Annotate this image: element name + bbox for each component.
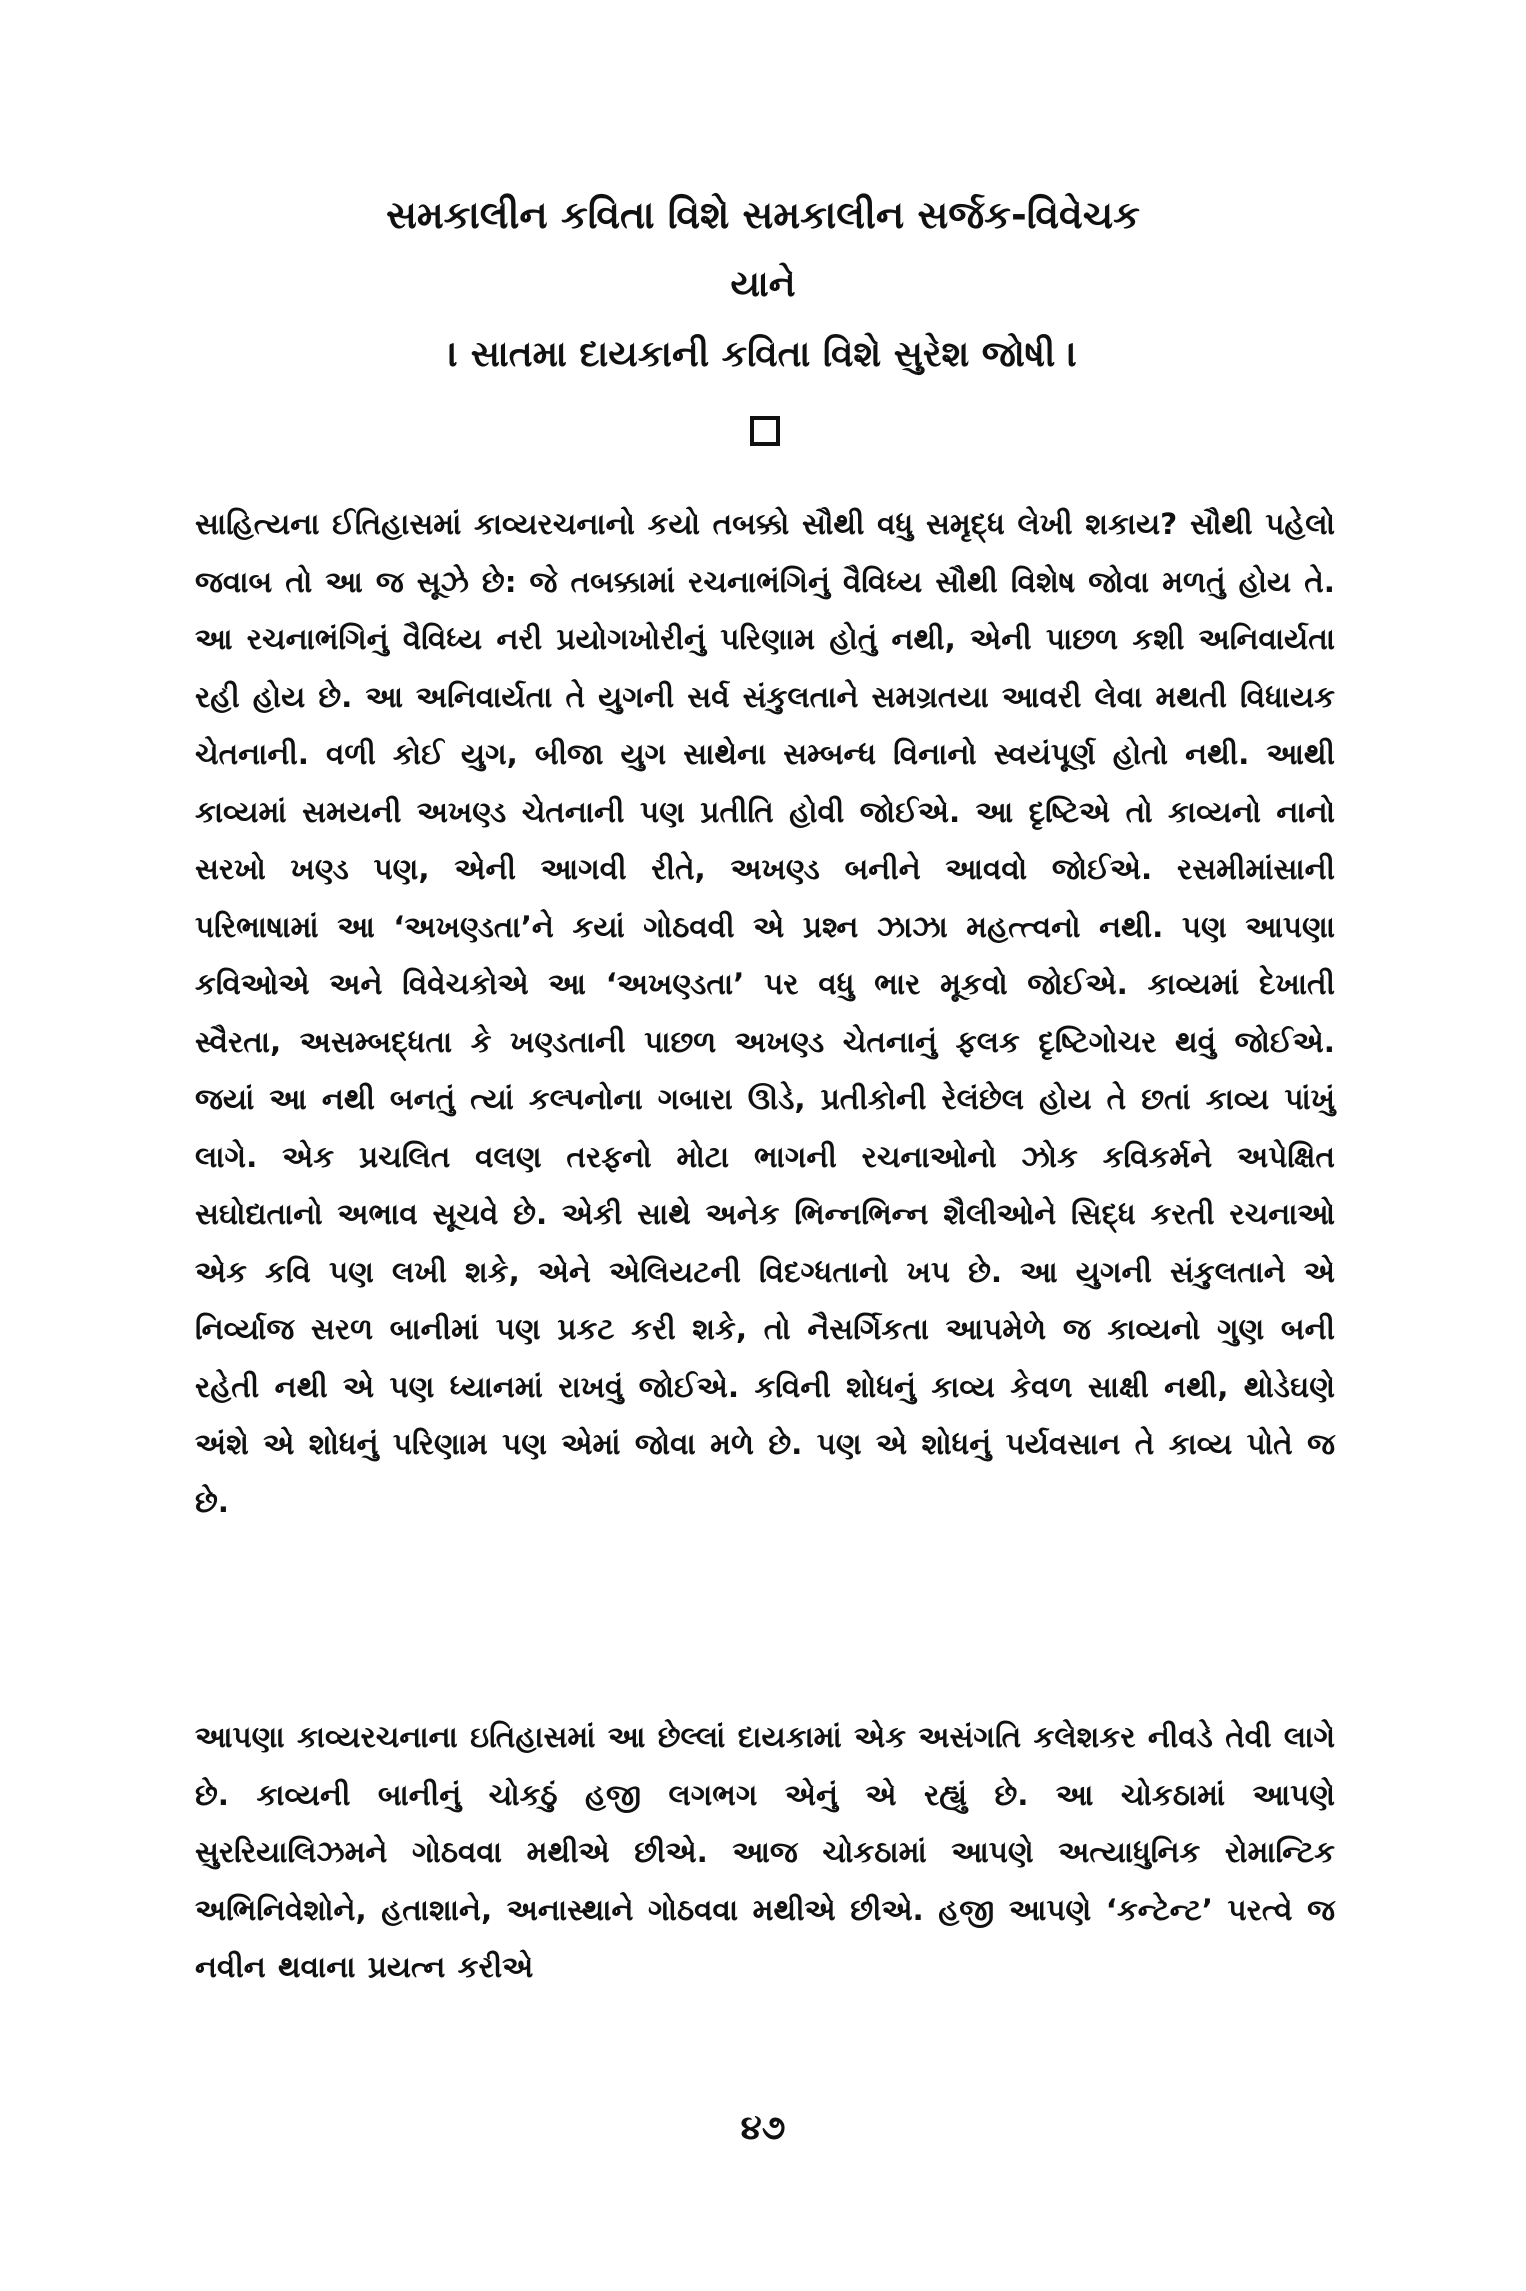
heading-line-2: યાને — [730, 264, 796, 305]
page-number: ૪૭ — [740, 2108, 786, 2148]
section-square-ornament — [750, 416, 780, 446]
heading-line-3: । સાતમા દાયકાની કવિતા વિશે સુરેશ જોષી । — [448, 334, 1078, 375]
body-paragraph-1: સાહિત્યના ઈતિહાસમાં કાવ્યરચનાનો કયો તબક્કો સૌથી વધુ સમૃદ્ધ લેખી શકાય? સૌથી પહેલો જવાબ તો આ જ સૂઝે છે: જે તબક્કામાં રચનાભંગિનું વૈવિધ્ય સૌથી વિશેષ જોવા મળતું હોય તે. આ રચનાભંગિનું વૈવિધ્ય નરી પ્રયોગખોરીનું પરિણામ હોતું નથી, એની પાછળ કશી અનિવાર્યતા રહી હોય છે. આ અનિવાર્યતા તે યુગની સર્વ સંકુલતાને સમગ્રતયા આવરી લેવા મથતી વિધાયક ચેતનાની. વળી કોઈ યુગ, બીજા યુગ સાથેના સમ્બન્ધ વિનાનો સ્વયંપૂર્ણ હોતો નથી. આથી કાવ્યમાં સમયની અખણ્ડ ચેતનાની પણ પ્રતીતિ હોવી જોઈએ. આ દૃષ્ટિએ તો કાવ્યનો નાનો સરખો ખણ્ડ પણ, એની આગવી રીતે, અખણ્ડ બનીને આવવો જોઈએ. રસમીમાંસાની પરિભાષામાં આ ‘અખણ્ડતા’ને કયાં ગોઠવવી એ પ્રશ્ન ઝાઝા મહત્ત્વનો નથી. પણ આપણા કવિઓએ અને વિવેચકોએ આ ‘અખણ્ડતા’ પર વધુ ભાર મૂકવો જોઈએ. કાવ્યમાં દેખાતી સ્વૈરતા, અસમ્બદ્ધતા કે ખણ્ડતાની પાછળ અખણ્ડ ચેતનાનું ફલક દૃષ્ટિગોચર થવું જોઈએ. જયાં આ નથી બનતું ત્યાં કલ્પનોના ગબારા ઊડે, પ્રતીકોની રેલંછેલ હોય તે છતાં કાવ્ય પાંખું લાગે. એક પ્રચલિત વલણ તરફનો મોટા ભાગની રચનાઓનો ઝોક કવિકર્મને અપેક્ષિત સઘોદ્યતાનો અભાવ સૂચવે છે. એકી સાથે અનેક ભિન્નભિન્ન શૈલીઓને સિદ્ધ કરતી રચનાઓ એક કવિ પણ લખી શકે, એને એલિયટની વિદગ્ધતાનો ખપ છે. આ યુગની સંકુલતાને એ નિર્વ્યાજ સરળ બાનીમાં પણ પ્રકટ કરી શકે, તો નૈસર્ગિકતા આપમેળે જ કાવ્યનો ગુણ બની રહેતી નથી એ પણ ધ્યાનમાં રાખવું જોઈએ. કવિની શોધનું કાવ્ય કેવળ સાક્ષી નથી, થોડેઘણે અંશે એ શોધનું પરિણામ પણ એમાં જોવા મળે છે. પણ એ શોધનું પર્યવસાન તે કાવ્ય પોતે જ છે. — [195, 507, 1335, 1519]
heading-line-1: સમકાલીન કવિતા વિશે સમકાલીન સર્જક-વિવેચક — [386, 193, 1140, 237]
body-paragraph-2: આપણા કાવ્યરચનાના ઇતિહાસમાં આ છેલ્લાં દાયકામાં એક અસંગતિ કલેશકર નીવડે તેવી લાગે છે. કાવ્યની બાનીનું ચોકઠું હજી લગભગ એનું એ રહ્યું છે. આ ચોકઠામાં આપણે સુરરિયાલિઝમને ગોઠવવા મથીએ છીએ. આજ ચોકઠામાં આપણે અત્યાધુનિક રોમાન્ટિક અભિનિવેશોને, હતાશાને, અનાસ્થાને ગોઠવવા મથીએ છીએ. હજી આપણે ‘કન્ટેન્ટ’ પરત્વે જ નવીન થવાના પ્રયત્ન કરીએ — [195, 1720, 1335, 1984]
